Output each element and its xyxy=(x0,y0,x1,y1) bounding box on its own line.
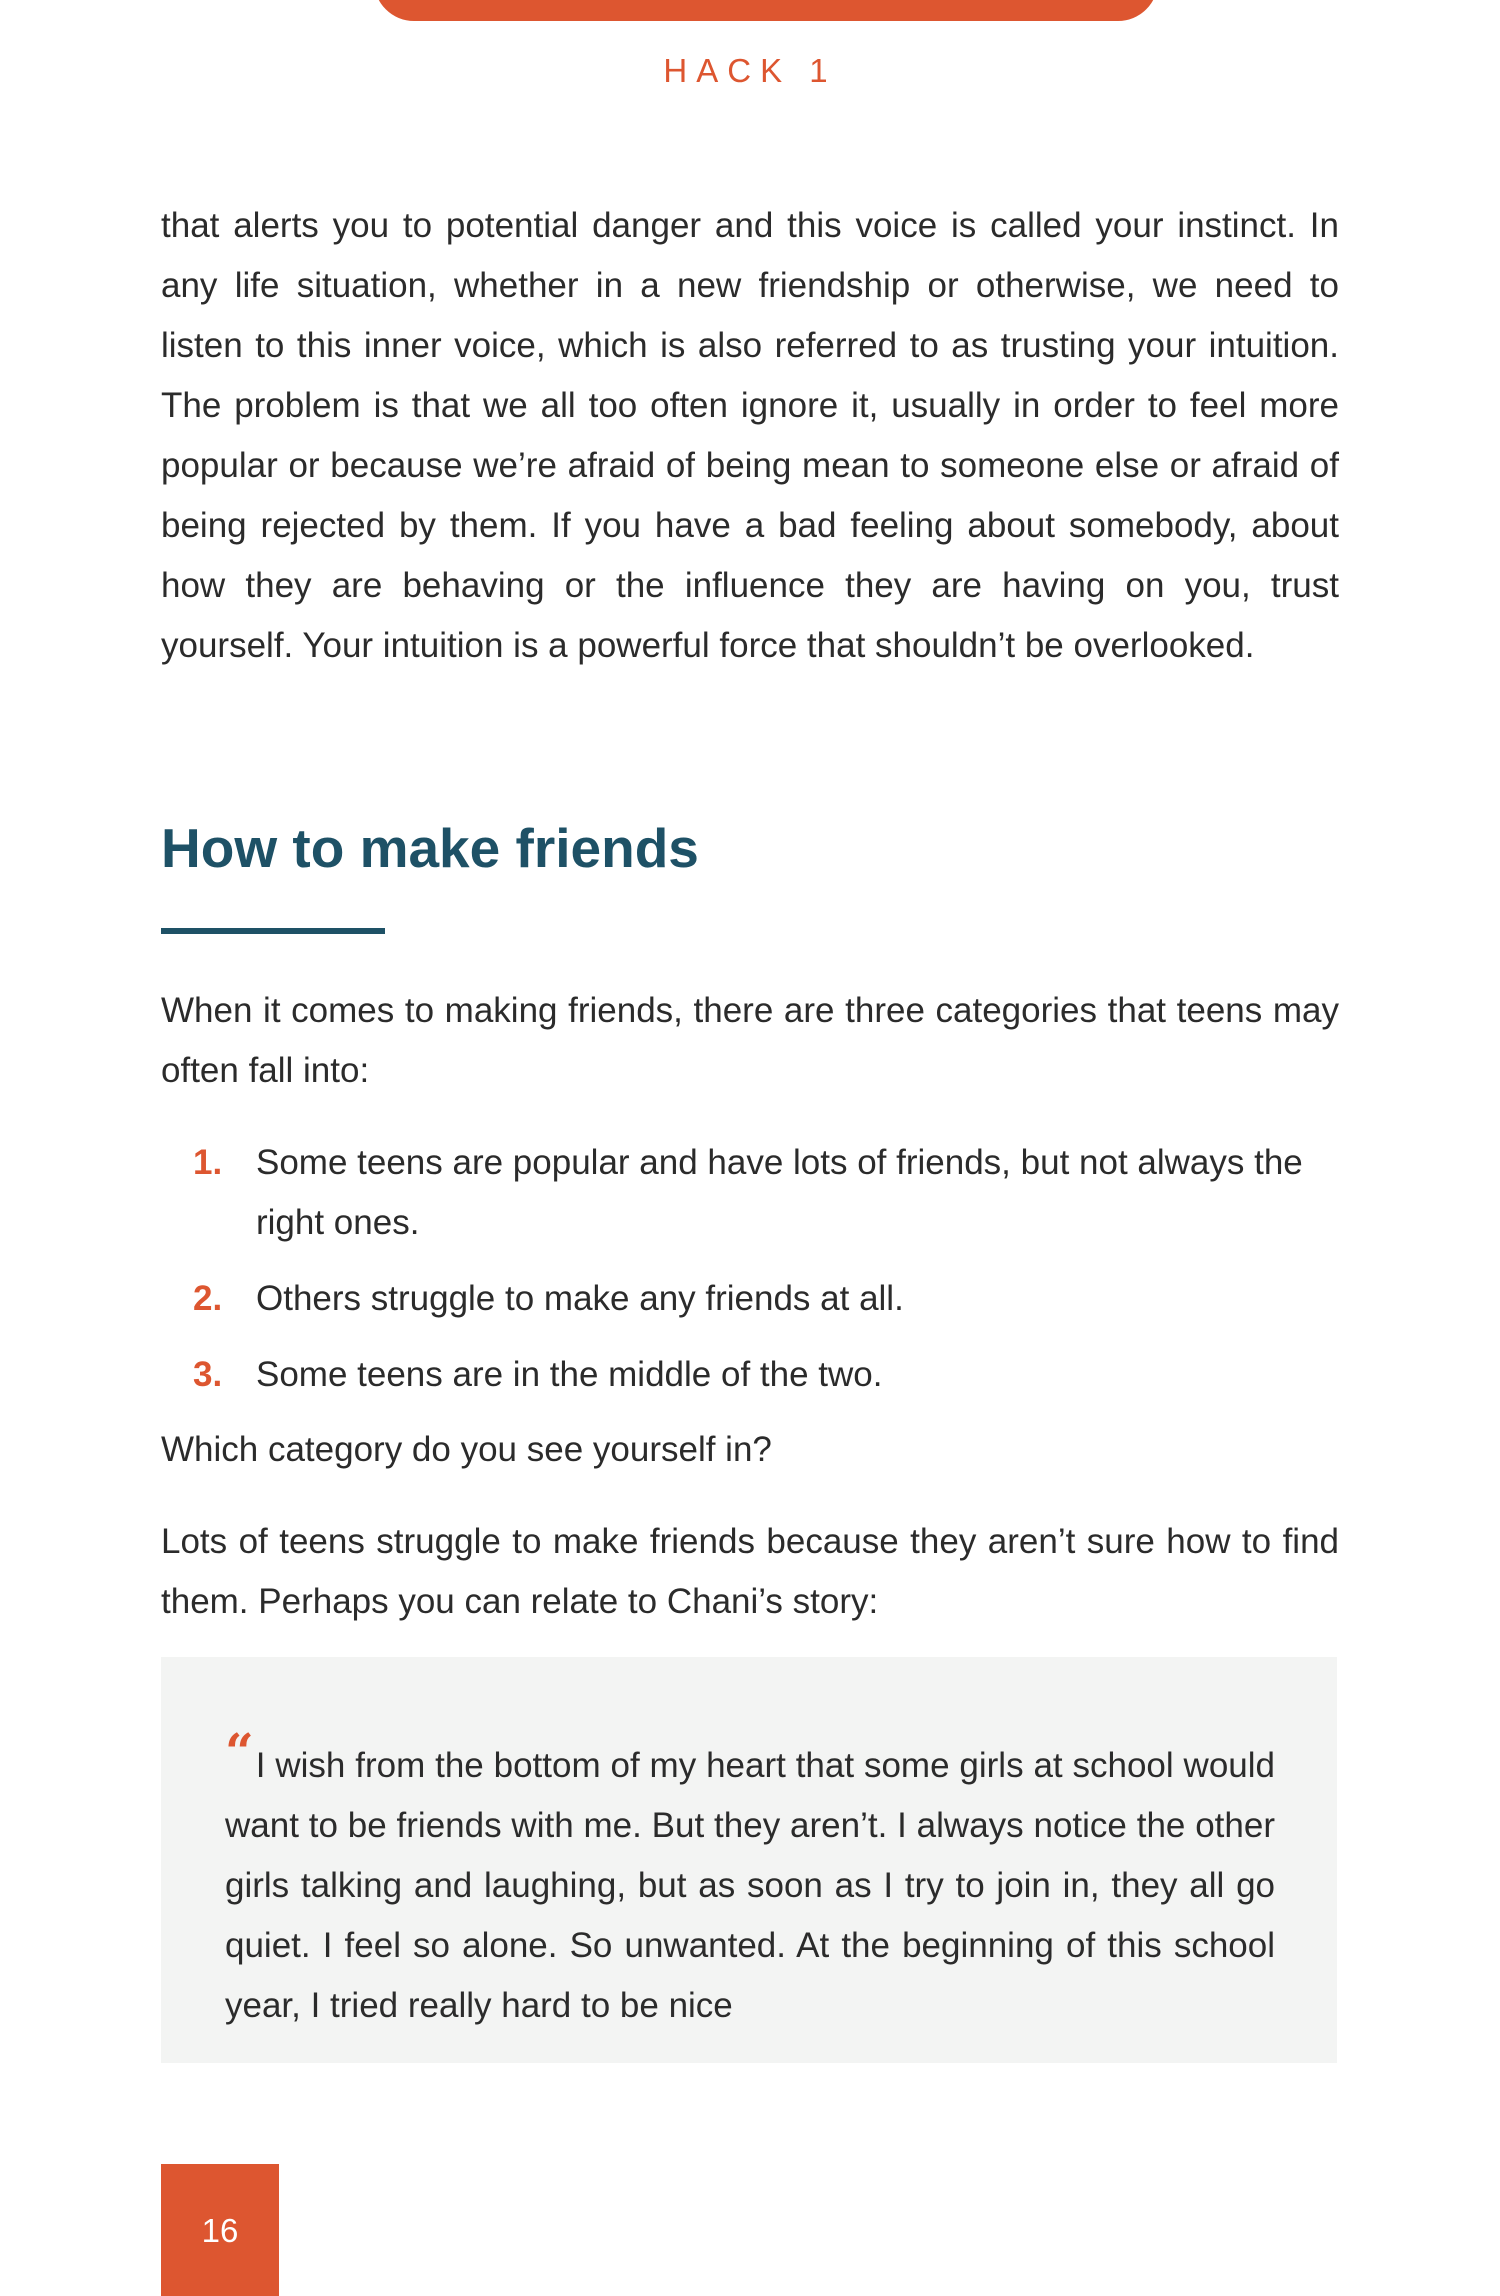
question-line: Which category do you see yourself in? xyxy=(161,1430,772,1469)
follow-paragraph: Lots of teens struggle to make friends because they aren’t sure how to find them. Perhaps you can relate to Chani’s story: xyxy=(161,1522,1339,1621)
list-item-text: Others struggle to make any friends at all. xyxy=(256,1279,904,1318)
list-number: 3. xyxy=(193,1355,223,1394)
list-item-text: Some teens are popular and have lots of friends, but not always the right ones. xyxy=(256,1143,1303,1242)
lead-paragraph: When it comes to making friends, there are three categories that teens may often fall into: xyxy=(161,991,1339,1090)
section-heading: How to make friends xyxy=(161,817,699,879)
list-item xyxy=(161,1345,1339,1405)
intro-paragraph: that alerts you to potential danger and this voice is called your instinct. In any life situation, whether in a new friendship or otherwise, we need to listen to this inner voice, which is also referred to as trusting your intuition. The problem is that we all too often ignore it, usually in order to feel more popular or because we’re afraid of being mean to someone else or afraid of being rejected by them. If you have a bad feeling about somebody, about how they are behaving or the influence they are having on you, trust yourself. Your intuition is a powerful force that shouldn’t be overlooked. xyxy=(161,206,1339,665)
quote-mark-icon: “ xyxy=(225,1722,254,1781)
header-tab-decoration xyxy=(374,0,1158,21)
page-number: 16 xyxy=(201,2212,239,2249)
quote-text-block xyxy=(225,1722,1275,2036)
page-number-box xyxy=(161,2164,279,2296)
quote-box xyxy=(161,1657,1337,2063)
list-number: 2. xyxy=(193,1279,223,1318)
running-head: HACK 1 xyxy=(663,52,837,89)
list-item-text: Some teens are in the middle of the two. xyxy=(256,1355,883,1394)
list-item xyxy=(161,1133,1339,1253)
list-number: 1. xyxy=(193,1143,223,1182)
list-item xyxy=(161,1269,1339,1329)
categories-list xyxy=(161,1133,1339,1405)
quote-text: I wish from the bottom of my heart that some girls at school would want to be friends with me. But they aren’t. I always notice the other girls talking and laughing, but as soon as I try to join in, they all go quiet. I feel so alone. So unwanted. At the beginning of this school year, I tried really hard to be nice xyxy=(225,1746,1275,2025)
heading-underline xyxy=(161,928,385,934)
